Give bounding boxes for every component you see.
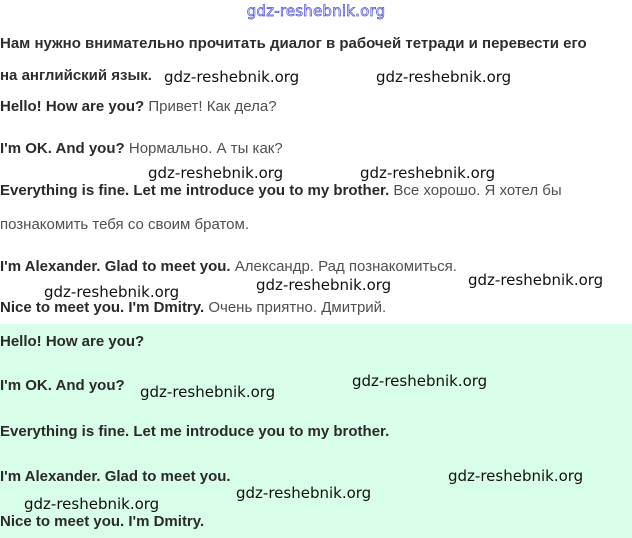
dialog-line-3-continued (0, 216, 249, 233)
answer-line-1: Hello! How are you? (0, 333, 145, 350)
intro-text-line-2: на английский язык. (0, 67, 152, 84)
dialog-english: Nice to meet you. I'm Dmitry. (0, 299, 205, 316)
watermark: gdz-reshebnik.org (164, 68, 300, 86)
watermark: gdz-reshebnik.org (24, 495, 160, 513)
answer-line-4: I'm Alexander. Glad to meet you. (0, 468, 231, 485)
dialog-english: Hello! How are you? (0, 98, 145, 115)
dialog-english: Everything is fine. Let me introduce you to my brother. (0, 182, 390, 199)
watermark: gdz-reshebnik.org (376, 68, 512, 86)
dialog-russian: Александр. Рад познакомиться. (234, 258, 457, 275)
dialog-line-3 (0, 182, 562, 199)
answer-line-5: Nice to meet you. I'm Dmitry. (0, 513, 205, 530)
dialog-russian: Нормально. А ты как? (128, 140, 283, 157)
answer-line-2: I'm OK. And you? (0, 377, 125, 394)
dialog-russian: Все хорошо. Я хотел бы (393, 182, 562, 199)
dialog-english: I'm Alexander. Glad to meet you. (0, 258, 231, 275)
dialog-russian: Очень приятно. Дмитрий. (208, 299, 387, 316)
dialog-line-1 (0, 98, 277, 115)
watermark: gdz-reshebnik.org (44, 283, 180, 301)
answer-line-3: Everything is fine. Let me introduce you to my brother. (0, 423, 390, 440)
watermark: gdz-reshebnik.org (148, 164, 284, 182)
dialog-line-5 (0, 299, 386, 316)
intro-text-line-1: Нам нужно внимательно прочитать диалог в рабочей тетради и перевести его (0, 35, 587, 52)
watermark: gdz-reshebnik.org (360, 164, 496, 182)
dialog-line-4 (0, 258, 457, 275)
watermark: gdz-reshebnik.org (468, 271, 604, 289)
dialog-line-2 (0, 140, 283, 157)
watermark: gdz-reshebnik.org (352, 372, 488, 390)
dialog-russian: Привет! Как дела? (148, 98, 277, 115)
dialog-english: I'm OK. And you? (0, 140, 125, 157)
dialog-russian: познакомить тебя со своим братом. (0, 216, 249, 233)
watermark: gdz-reshebnik.org (256, 276, 392, 294)
watermark: gdz-reshebnik.org (236, 484, 372, 502)
watermark: gdz-reshebnik.org (448, 467, 584, 485)
watermark: gdz-reshebnik.org (140, 383, 276, 401)
site-watermark-header: gdz-reshebnik.org (246, 2, 386, 20)
